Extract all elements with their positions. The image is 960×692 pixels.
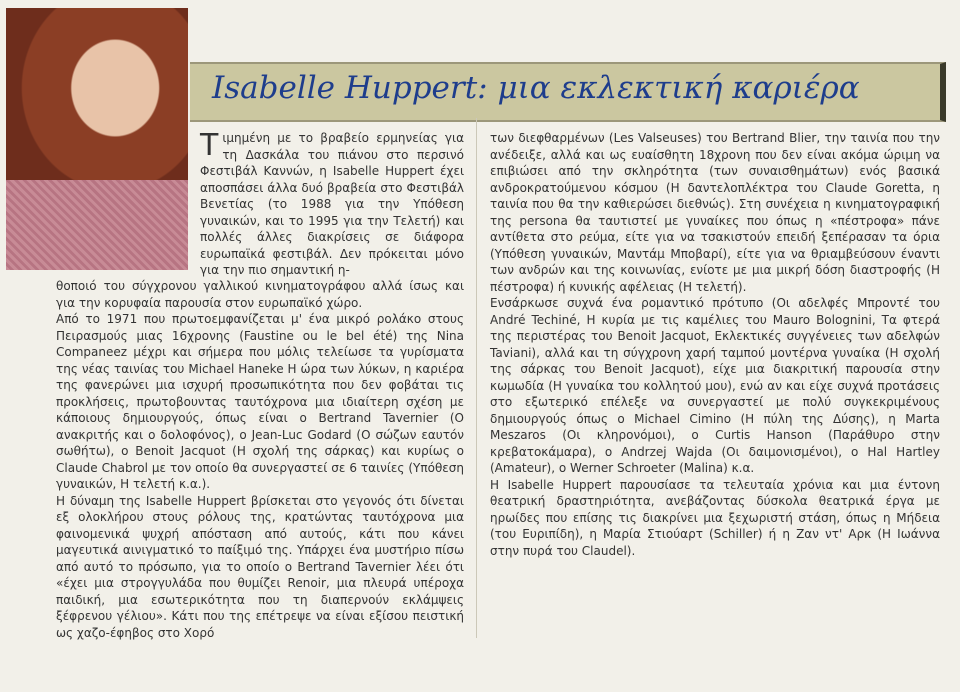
title-banner bbox=[190, 62, 946, 122]
left-paragraph-3: Η δύναμη της Isabelle Huppert βρίσκεται στο γεγονός ότι δίνεται εξ ολοκλήρου στους ρόλους της, κρατώντας ταυτόχρονα μια φαινομενικά ψυχρή απόσταση από αυτούς, κάτι που κάνει μαγευτικά αινιγματικό το παίξιμό της. Υπάρχει ένα μυστήριο πίσω από αυτό το πρόσωπο, για το οποίο ο Bertrand Tavernier λέει ότι «έχει μια στρογγυλάδα που θυμίζει Renoir, μια πλευρά υπέροχα παιδική, μια εσωτερικότητα που τη διαπερνούν εκλάμψεις ξέφρενου γέλιου». Κάτι που της επέτρεψε να είναι εξίσου πειστική ως χαζο-έφηβος στο Χορό bbox=[56, 493, 464, 640]
article-title: Isabelle Huppert: μια εκλεκτική καριέρα bbox=[212, 70, 860, 106]
intro-column bbox=[200, 130, 464, 279]
intro-text: ιμημένη με το βραβείο ερμηνείας για τη Δασκάλα του πιάνου στο περσινό Φεστιβάλ Καννών, η Isabelle Huppert έχει αποσπάσει άλλα δυό βραβεία στο Φεστιβάλ Βενετίας (το 1988 για την Υπόθεση γυναικών, και το 1995 για την Τελετή) και πολλές άλλες διακρίσεις σε διάφορα ευρωπαϊκά φεστιβάλ. Δεν πρόκειται μόνο για την πιο σημαντική η- bbox=[200, 131, 464, 277]
portrait-sweater bbox=[6, 180, 188, 270]
portrait-hair bbox=[6, 8, 188, 208]
intro-paragraph bbox=[200, 130, 464, 279]
drop-cap: Τ bbox=[200, 128, 219, 163]
left-paragraph-2: Από το 1971 που πρωτοεμφανίζεται μ' ένα μικρό ρολάκο στους Πειρασμούς μιας 16χρονης (Faustine ou le bel été) της Nina Companeez μέχρι και σήμερα που μόλις τελείωσε τα γυρίσματα της νέας ταινίας του Michael Haneke Η ώρα των λύκων, η καριέρα της φανερώνει μια ισχυρή προσωπικότητα που δεν φοβάται τις προκλήσεις, πρωτοβουντας ταυτόχρονα μια ιδιαίτερη σχέση με κάποιους δημιουργούς, όπως είναι ο Bertrand Tavernier (Ο ανακριτής και ο δολοφόνος), ο Jean-Luc Godard (Ο σώζων εαυτόν σωθήτω), ο Benoit Jacquot (Η σχολή της σάρκας) και κυρίως ο Claude Chabrol με τον οποίο θα συνεργαστεί σε 6 ταινίες (Υπόθεση γυναικών, Η τελετή κ.α.). bbox=[56, 312, 464, 491]
portrait-photo bbox=[6, 8, 188, 270]
right-column bbox=[490, 130, 940, 559]
column-divider bbox=[476, 118, 477, 638]
right-paragraph-2: Ενσάρκωσε συχνά ένα ρομαντικό πρότυπο (Οι αδελφές Μπροντέ του André Techiné, Η κυρία με τις καμέλιες του Mauro Bolognini, Τα φτερά της περιστέρας του Benoit Jacquot, Εκλεκτικές συγγένειες των αδελφών Taviani), αλλά και τη σύγχρονη χαρή ταμπού μοντέρνα γυναίκα (Η σχολή της σάρκας του Benoit Jacquot), είχε μια διακριτική παρουσία στην κωμωδία (Η γυναίκα του κολλητού μου), ενώ αν και είχε συχνά προτάσεις στο εξωτερικό επέλεξε να συνεργαστεί με πολύ συγκεκριμένους δημιουργούς όπως ο Michael Cimino (Η πύλη της Δύσης), η Marta Meszaros (Οι κληρονόμοι), ο Curtis Hanson (Παράθυρο στην κρεβατοκάμαρα), ο Andrzej Wajda (Οι δαιμονισμένοι), ο Hal Hartley (Amateur), ο Werner Schroeter (Malina) κ.α. bbox=[490, 296, 940, 475]
left-paragraph-1: θοποιό του σύγχρονου γαλλικού κινηματογράφου αλλά ίσως και για την κορυφαία παρουσία στον ευρωπαϊκό χώρο. bbox=[56, 279, 464, 310]
right-paragraph-3: Η Isabelle Huppert παρουσίασε τα τελευταία χρόνια και μια έντονη θεατρική δραστηριότητα, ανεβάζοντας δύσκολα θεατρικά έργα με ηρωίδες που επίσης τις διακρίνει μια ξεχωριστή στάση, όπως η Μήδεια (του Ευριπίδη), η Μαρία Στιούαρτ (Schiller) ή η Ζαν ντ' Αρκ (Η Ιωάννα στην πυρά του Claudel). bbox=[490, 477, 940, 558]
left-column bbox=[56, 278, 464, 641]
right-paragraph-1: των διεφθαρμένων (Les Valseuses) του Bertrand Blier, την ταινία που την ανέδειξε, αλλά και ως ευαίσθητη 18χρονη που δεν είναι ακόμα ώριμη να επιβιώσει από την σκληρότητα (των συναισθημάτων) ενός βασικά ανδροκρατούμενου κόσμου (Η δαντελοπλέκτρα του Claude Goretta, η ταινία που θα την καθιερώσει διεθνώς). Στη συνέχεια η κινηματογραφική της persona θα ταυτιστεί με γυναίκες που όπως η «πέστροφα» πάνε αντίθετα στο ρεύμα, είτε για να τσακιστούν επειδή ξεπέρασαν τα όρια (Υπόθεση γυναικών, Μαντάμ Μποβαρί), είτε για να θριαμβεύσουν έναντι των ανδρών και της κοινωνίας, ενίοτε με μια μικρή δόση διαστροφής (Η πέστροφα) ή κυνικής αφέλειας (Η τελετή). bbox=[490, 131, 940, 294]
